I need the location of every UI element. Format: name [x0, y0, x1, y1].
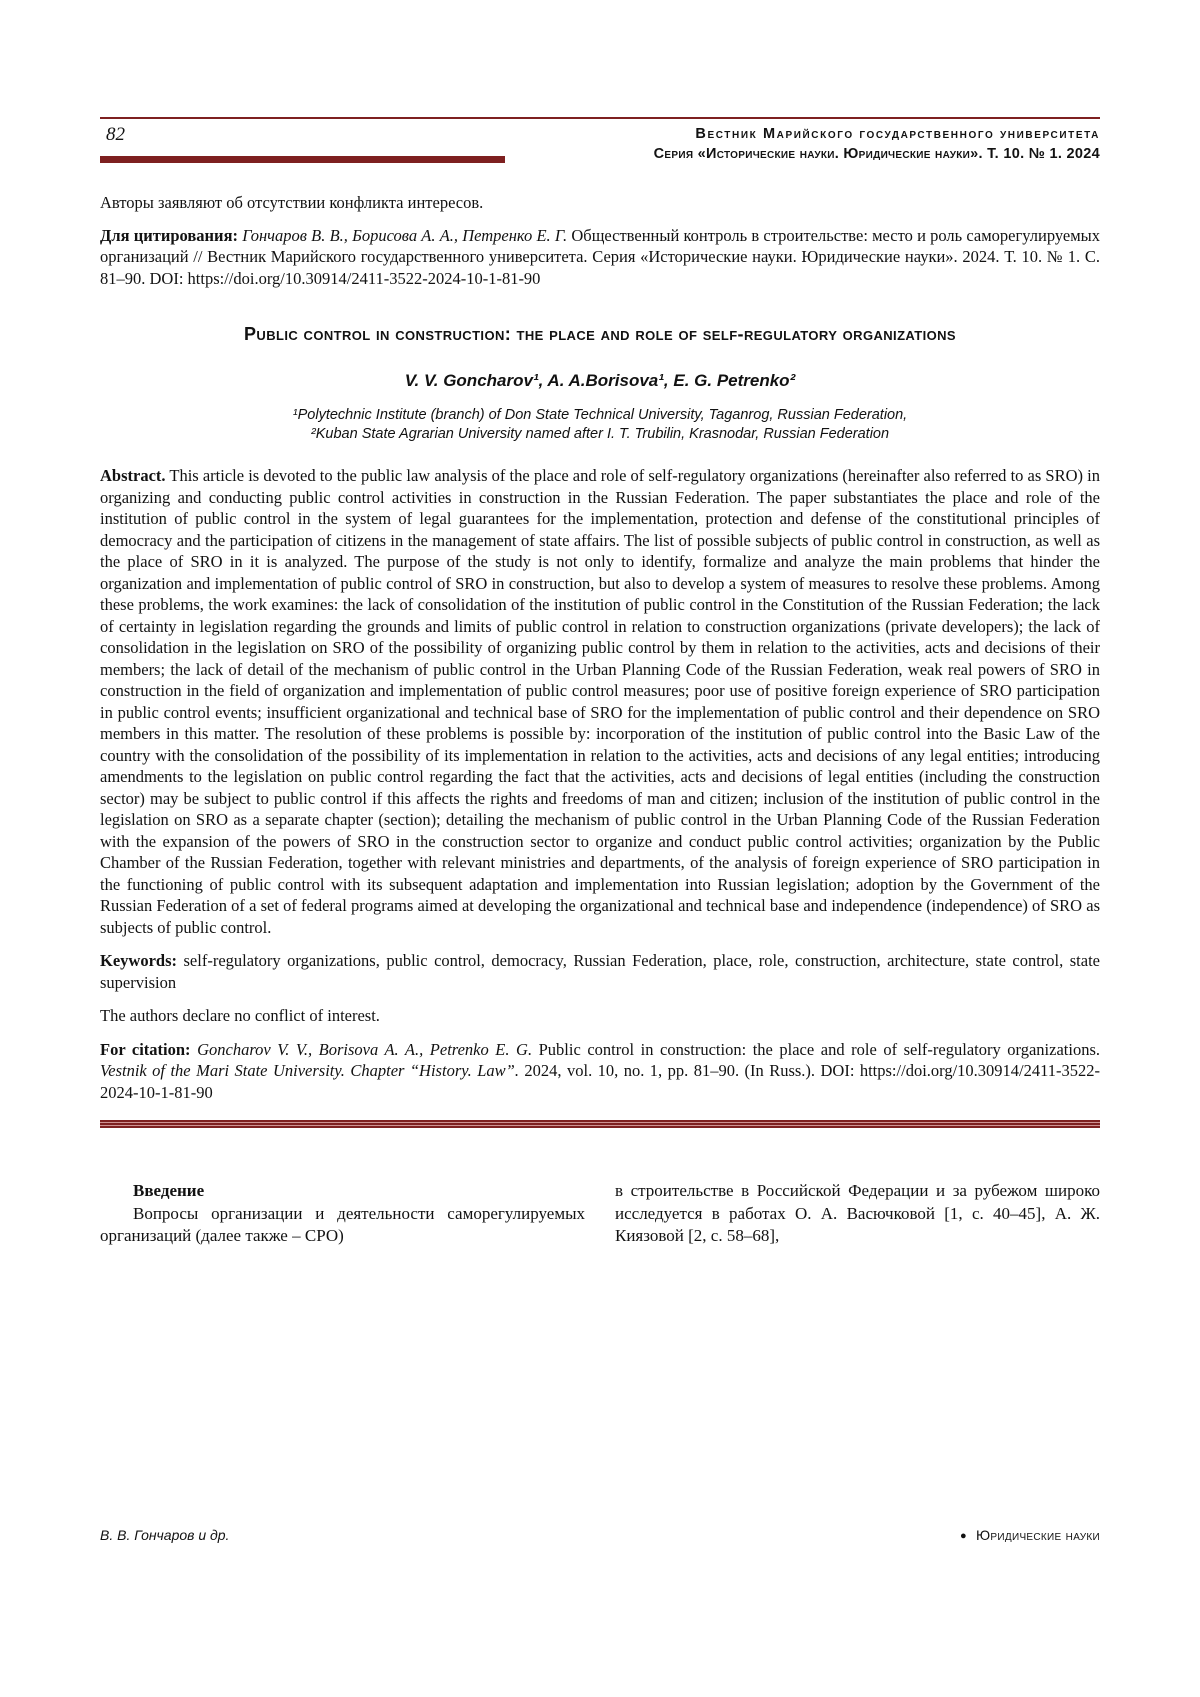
intro-paragraph-right: в строительстве в Российской Федерации и за рубежом широко исследуется в работах О. А. Васючковой [1, с. 40–45], А. Ж. Киязовой [2, с. 58–68],: [615, 1181, 1100, 1245]
header-top-rule: [100, 117, 1100, 119]
page-header: [100, 124, 1100, 166]
citation-en-text2: 2024, vol. 10, no. 1, pp. 81–90. (In Russ.). DOI: https://doi.org/10.30914/2411-3522-2024-10-1-81-90: [100, 1061, 1101, 1102]
conflict-statement-ru: Авторы заявляют об отсутствии конфликта интересов.: [100, 193, 484, 212]
abstract-label: Abstract.: [100, 466, 166, 485]
page-footer: [100, 1527, 1100, 1543]
abstract-text: This article is devoted to the public law analysis of the place and role of self-regulatory organizations (hereinafter also referred to as SRO) in organizing and conducting public control activities in construction in the Russian Federation. The paper substantiates the place and role of the institution of public control in the system of legal guarantees for the implementation, protection and defense of the constitutional principles of democracy and the participation of citizens in the management of state affairs. The list of possible subjects of public control in construction, as well as the place of SRO in it is analyzed. The purpose of the study is not only to identify, formalize and analyze the main problems that hinder the organization and implementation of public control of SRO in construction, but also to develop a system of measures to resolve these problems. Among these problems, the work examines: the lack of consolidation of the institution of public control in the Constitution of the Russian Federation; the lack of certainty in legislation regarding the grounds and limits of public control in relation to construction organizations (private developers); the lack of consolidation in the legislation on SRO of the possibility of organizing public control by them in relation to the activities, acts and decisions of their members; the lack of detail of the mechanism of public control in the Urban Planning Code of the Russian Federation, weak real powers of SRO in construction in the field of organization and implementation of public control measures; poor use of positive foreign experience of SRO participation in public control events; insufficient organizational and technical base of SRO for the implementation of public control and their dependence on SRO members in this matter. The resolution of these problems is possible by: incorporation of the institution of public control into the Basic Law of the country with the consolidation of the possibility of its implementation in relation to the activities, acts and decisions of any legal entities; introducing amendments to the legislation on public control regarding the fact that the activities, acts and decisions of legal entities (including the construction sector) may be subject to public control if this affects the rights and freedoms of man and citizen; inclusion of the institution of public control in the legislation on SRO as a separate chapter (section); detailing the mechanism of public control in the Urban Planning Code of the Russian Federation with the expansion of the powers of SRO in the construction sector to organize and conduct public control activities; organization by the Public Chamber of the Russian Federation, together with relevant ministries and departments, of the analysis of foreign experience of SRO participation in the functioning of public control with its subsequent adaptation and implementation into Russian legislation; adoption by the Government of the Russian Federation of a set of federal programs aimed at developing the organizational and technical base and independence (independence) of SRO as subjects of public control.: [100, 466, 1100, 937]
intro-paragraph-left: Вопросы организации и деятельности саморегулируемых организаций (далее также – СРО): [100, 1203, 585, 1245]
citation-en: [100, 1039, 1100, 1104]
keywords: [100, 950, 1100, 993]
bullet-icon: ●: [960, 1530, 967, 1542]
column-left: [100, 1180, 585, 1248]
citation-en-source: Vestnik of the Mari State University. Chapter “History. Law”.: [100, 1061, 519, 1080]
footer-section: [960, 1527, 1100, 1543]
citation-ru-authors: Гончаров В. В., Борисова А. А., Петренко Е. Г.: [242, 225, 568, 245]
column-right: [615, 1180, 1100, 1248]
abstract: [100, 465, 1100, 938]
header-accent-bar: [100, 156, 505, 163]
conflict-statement-en: The authors declare no conflict of interest.: [100, 1006, 380, 1025]
citation-ru: [100, 225, 1100, 290]
article-affiliations: [100, 406, 1100, 444]
intro-heading: Введение: [133, 1181, 205, 1200]
keywords-text: self-regulatory organizations, public control, democracy, Russian Federation, place, role, construction, architecture, state control, state supervision: [100, 951, 1100, 992]
article-authors: V. V. Goncharov¹, A. A.Borisova¹, E. G. Petrenko²: [404, 371, 796, 390]
affiliation-2: ²Kuban State Agrarian University named after I. T. Trubilin, Krasnodar, Russian Federation: [310, 426, 890, 442]
two-column-body: [100, 1180, 1100, 1248]
citation-en-text1: Public control in construction: the place and role of self-regulatory organizations.: [538, 1039, 1100, 1059]
journal-series: Серия «Исторические науки. Юридические науки». Т. 10. № 1. 2024: [653, 146, 1100, 162]
footer-section-label: Юридические науки: [975, 1527, 1100, 1543]
section-divider-rule: [100, 1120, 1100, 1128]
footer-authors: В. В. Гончаров и др.: [100, 1527, 230, 1543]
citation-en-label: For citation:: [100, 1039, 191, 1059]
citation-ru-text: Общественный контроль в строительстве: место и роль саморегулируемых организаций // Вестник Марийского государственного университета. Серия «Исторические науки. Юридические науки». 2024. Т. 10. № 1. С. 81–90. DOI: https://doi.org/10.30914/2411-3522-2024-10-1-81-90: [100, 225, 1100, 288]
journal-title: Вестник Марийского государственного университета: [695, 126, 1100, 142]
page-number: 82: [106, 124, 125, 145]
article-title: Public control in construction: the place and role of self-regulatory organizations: [244, 324, 956, 344]
citation-ru-label: Для цитирования:: [100, 225, 238, 245]
keywords-label: Keywords:: [100, 951, 177, 970]
citation-en-authors: Goncharov V. V., Borisova A. A., Petrenko E. G.: [197, 1039, 533, 1059]
affiliation-1: ¹Polytechnic Institute (branch) of Don State Technical University, Taganrog, Russian Federation,: [292, 407, 908, 423]
